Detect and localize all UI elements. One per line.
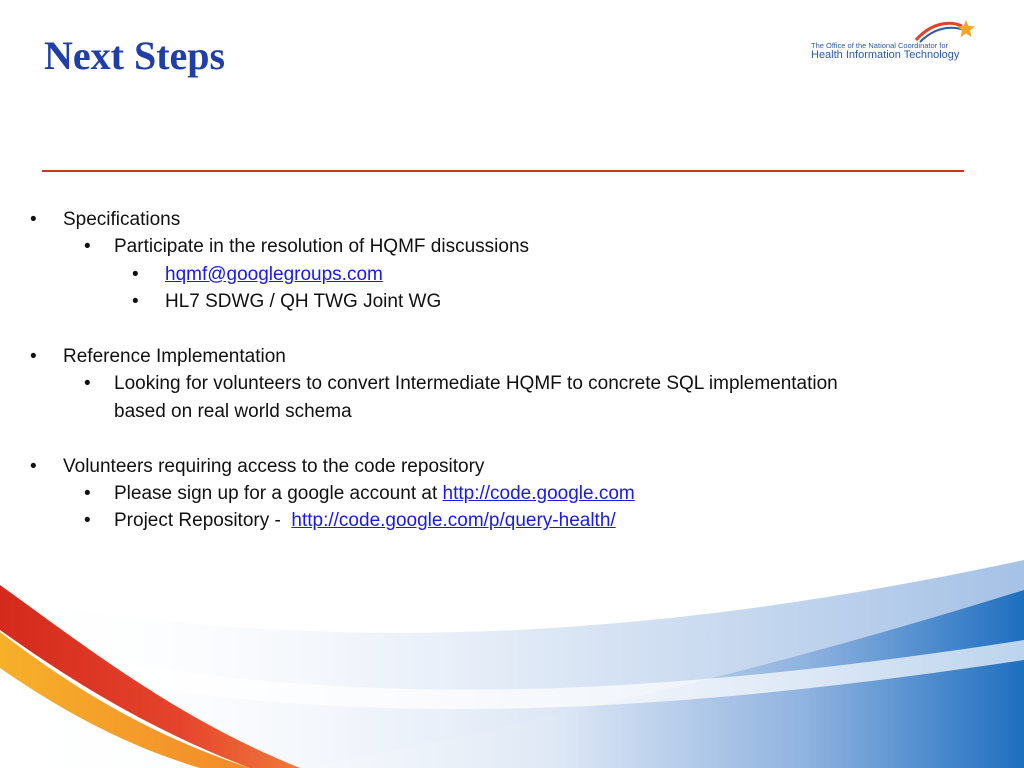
- bullet-reference-implementation: [30, 343, 990, 370]
- link-code-google[interactable]: http://code.google.com: [442, 483, 635, 505]
- email-link-hqmf[interactable]: hqmf@googlegroups.com: [165, 263, 383, 285]
- slide-body: [30, 206, 990, 535]
- bullet-text: Participate in the resolution of HQMF discussions: [114, 236, 530, 258]
- spacer: [30, 425, 990, 452]
- bullet-icon: •: [30, 346, 37, 368]
- spacer: [30, 316, 990, 343]
- bullet-hqmf-email: [30, 261, 990, 288]
- logo-star-icon: [957, 20, 975, 37]
- bullet-specifications: [30, 206, 990, 233]
- bullet-icon: •: [30, 455, 37, 477]
- bullet-icon: •: [84, 373, 91, 395]
- bullet-icon: •: [132, 291, 139, 313]
- logo-text-line2: Health Information Technology: [811, 49, 960, 61]
- bullet-icon: •: [84, 483, 91, 505]
- bullet-text: Project Repository -: [114, 510, 292, 532]
- onc-logo: [808, 18, 978, 68]
- page-title: Next Steps: [44, 33, 226, 78]
- bullet-project-repository: [30, 507, 990, 534]
- bullet-icon: •: [132, 263, 139, 285]
- bullet-text: Looking for volunteers to convert Intermediate HQMF to concrete SQL implementation based on real world schema: [114, 373, 838, 422]
- bullet-sign-up-google: [30, 480, 990, 507]
- bullet-icon: •: [30, 209, 37, 230]
- bullet-participate-hqmf: [30, 233, 990, 260]
- bullet-text: Reference Implementation: [63, 346, 286, 368]
- bullet-volunteers-access: [30, 453, 990, 480]
- bullet-looking-for-volunteers: [30, 370, 990, 425]
- bullet-text: Specifications: [63, 209, 181, 230]
- bullet-icon: •: [84, 510, 91, 532]
- link-query-health-repo[interactable]: http://code.google.com/p/query-health/: [291, 510, 616, 532]
- bullet-hl7-sdwg: [30, 288, 990, 315]
- bullet-icon: •: [84, 236, 91, 258]
- bullet-text: HL7 SDWG / QH TWG Joint WG: [165, 291, 442, 313]
- bullet-text: Please sign up for a google account at: [114, 483, 443, 505]
- bullet-text: Volunteers requiring access to the code repository: [63, 455, 485, 477]
- logo-text-line1: The Office of the National Coordinator for: [811, 41, 949, 50]
- title-divider: [42, 170, 964, 172]
